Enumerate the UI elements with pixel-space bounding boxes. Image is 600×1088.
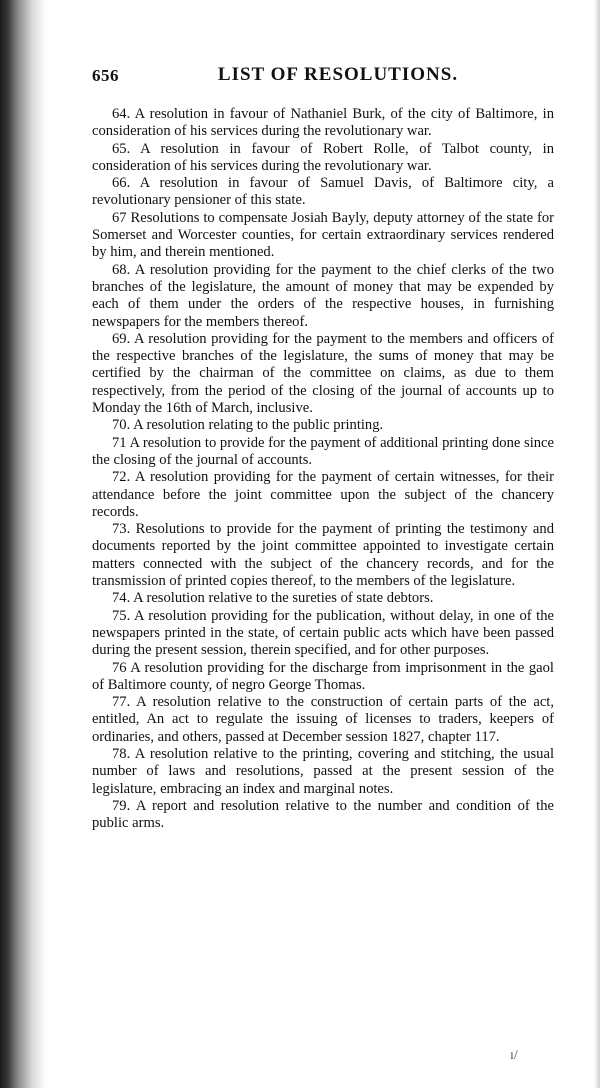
resolution-entry: 66. A resolution in favour of Samuel Davis, of Baltimore city, a revolutionary pensioner of this state. <box>92 175 554 209</box>
page-header <box>92 62 554 92</box>
ink-mark: ı/ <box>510 1048 518 1063</box>
resolution-entry: 67 Resolutions to compensate Josiah Bayly, deputy attorney of the state for Somerset and Worcester counties, for certain extraordinary services rendered by him, and therein mentioned. <box>92 209 554 261</box>
resolution-entry: 78. A resolution relative to the printing, covering and stitching, the usual number of laws and resolutions, passed at the present session of the legislature, embracing an index and marginal notes. <box>92 745 554 797</box>
resolution-entry: 77. A resolution relative to the construction of certain parts of the act, entitled, An act to regulate the issuing of licenses to traders, keepers of ordinaries, and others, passed at December session 1827, chapter 117. <box>92 694 554 745</box>
page-right-edge <box>594 0 600 1088</box>
resolution-entry: 68. A resolution providing for the payment to the chief clerks of the two branches of the legislature, the amount of money that may be expended by each of them under the orders of the respective houses, in furnishing newspapers for the members thereof. <box>92 261 554 330</box>
page-gutter-shadow <box>0 0 46 1088</box>
resolution-entry: 75. A resolution providing for the publication, without delay, in one of the newspapers printed in the state, of certain public acts which have been passed during the present session, therein specified, and for other purposes. <box>92 607 554 659</box>
resolution-entry: 71 A resolution to provide for the payment of additional printing done since the closing of the journal of accounts. <box>92 434 554 468</box>
resolution-entry: 74. A resolution relative to the sureties of state debtors. <box>112 590 434 607</box>
resolution-entry: 73. Resolutions to provide for the payment of printing the testimony and documents reported by the joint committee appointed to investigate certain matters connected with the subject of the chancery records, and for the transmission of printed copies thereof, to the members of the legislature. <box>92 521 554 590</box>
document-page <box>92 62 554 832</box>
resolution-entry: 65. A resolution in favour of Robert Rolle, of Talbot county, in consideration of his services during the revolutionary war. <box>92 140 554 174</box>
resolution-entry: 69. A resolution providing for the payment to the members and officers of the respective branches of the legislature, the sums of money that may be certified by the chairman of the committee on claims, as due to them respectively, from the period of the closing of the journal of accounts up to Monday the 16th of March, inclusive. <box>92 330 554 417</box>
resolution-entry: 76 A resolution providing for the discharge from imprisonment in the gaol of Baltimore county, of negro George Thomas. <box>92 659 554 693</box>
resolution-entry: 72. A resolution providing for the payment of certain witnesses, for their attendance before the joint committee upon the subject of the chancery records. <box>92 469 554 520</box>
resolution-entry: 70. A resolution relating to the public printing. <box>112 417 384 434</box>
running-title: LIST OF RESOLUTIONS. <box>217 64 459 85</box>
resolution-entry: 79. A report and resolution relative to the number and condition of the public arms. <box>92 797 554 832</box>
resolution-entry: 64. A resolution in favour of Nathaniel Burk, of the city of Baltimore, in consideration of his services during the revolutionary war. <box>92 106 554 140</box>
page-number: 656 <box>92 66 119 85</box>
